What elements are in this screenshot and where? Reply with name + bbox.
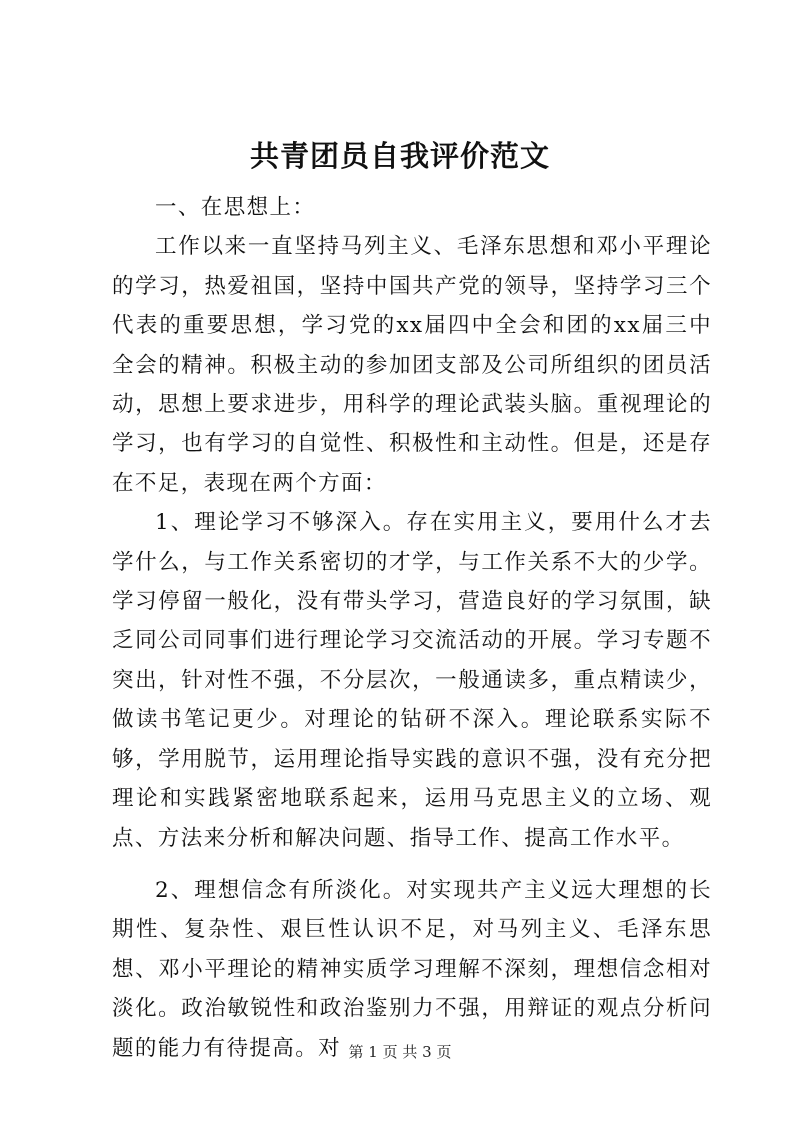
page-number-footer: 第 1 页 共 3 页 <box>348 1043 452 1061</box>
body-paragraph: 工作以来一直坚持马列主义、毛泽东思想和邓小平理论的学习，热爱祖国，坚持中国共产党的领导，坚持学习三个代表的重要思想，学习党的xx届四中全会和团的xx届三中全会的精神。积极主动的参加团支部及公司所组织的团员活动，思想上要求进步，用科学的理论武装头脑。重视理论的学习，也有学习的自觉性、积极性和主动性。但是，还是存在不足，表现在两个方面： <box>112 234 712 496</box>
section-heading: 一、在思想上： <box>155 195 316 220</box>
body-paragraph: 1、理论学习不够深入。存在实用主义，要用什么才去学什么，与工作关系密切的才学，与工作关系不大的少学。学习停留一般化，没有带头学习，营造良好的学习氛围，缺乏同公司同事们进行理论学习交流活动的开展。学习专题不突出，针对性不强，不分层次，一般通读多，重点精读少，做读书笔记更少。对理论的钻研不深入。理论联系实际不够，学用脱节，运用理论指导实践的意识不强，没有充分把理论和实践紧密地联系起来，运用马克思主义的立场、观点、方法来分析和解决问题、指导工作、提高工作水平。 <box>112 510 712 851</box>
document-body <box>112 188 712 1068</box>
document-title: 共青团员自我评价范文 <box>249 139 550 173</box>
body-paragraph: 2、理想信念有所淡化。对实现共产主义远大理想的长期性、复杂性、艰巨性认识不足，对马列主义、毛泽东思想、邓小平理论的精神实质学习理解不深刻，理想信念相对淡化。政治敏锐性和政治鉴别力不强，用辩证的观点分析问题的能力有待提高。对 <box>112 877 712 1061</box>
